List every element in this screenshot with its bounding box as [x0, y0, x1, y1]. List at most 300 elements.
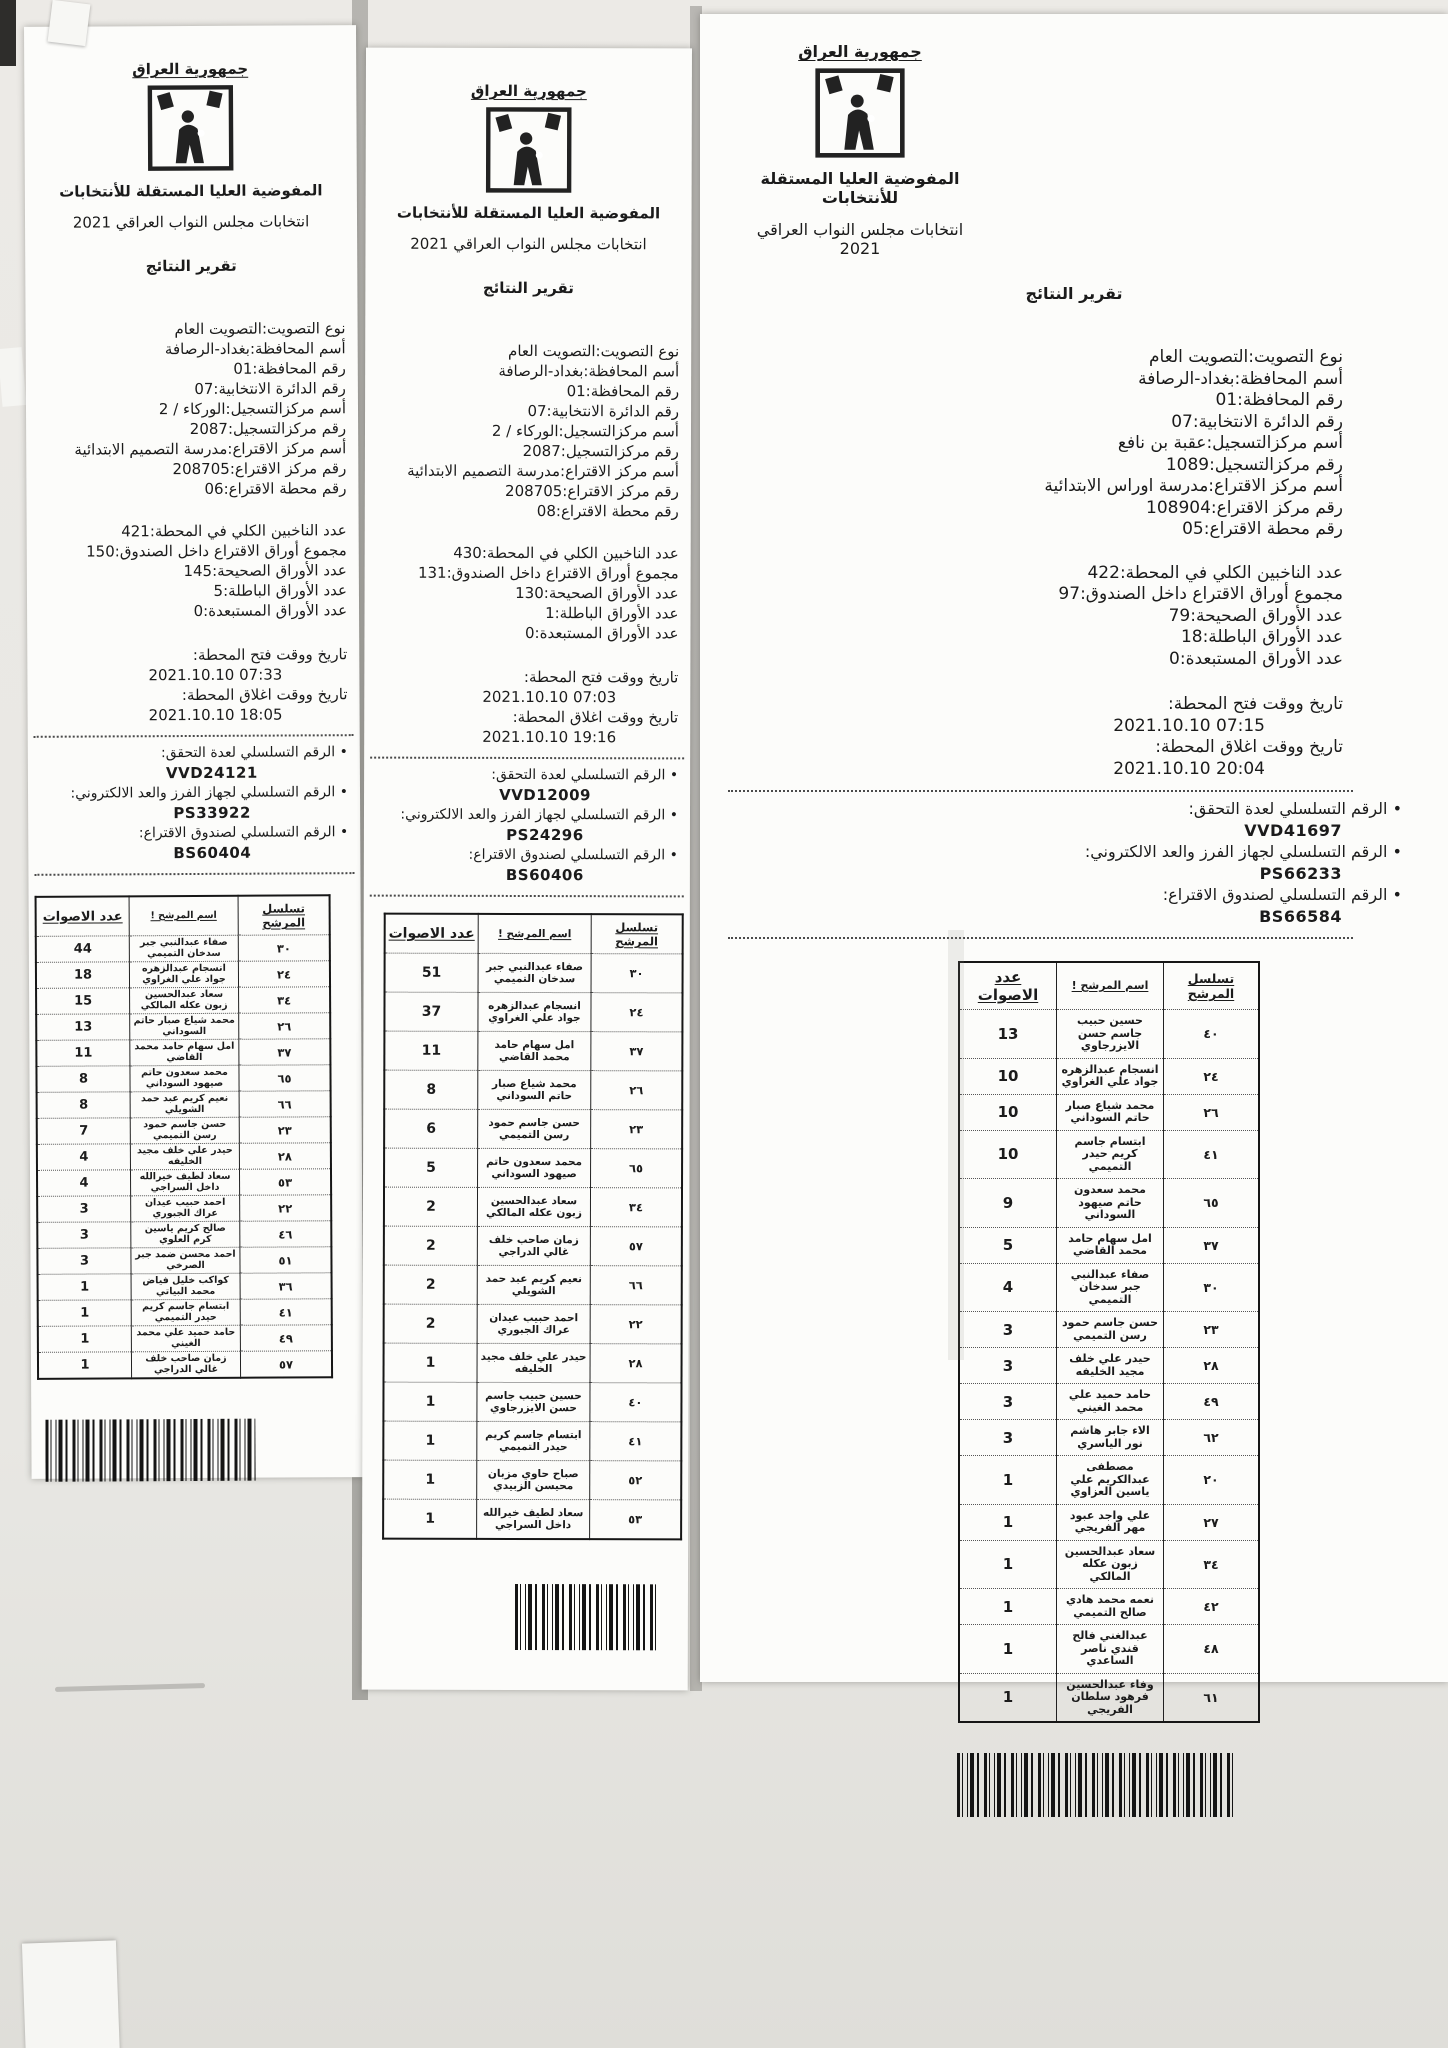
info-line: أسم مركزالتسجيل:عقبة بن نافع: [1117, 433, 1343, 453]
candidate-votes: 13: [959, 1010, 1057, 1059]
candidate-name: محمد سعدون حاتم صيهود السوداني: [478, 1148, 591, 1187]
candidate-name: محمد سعدون حاتم صيهود السوداني: [1057, 1179, 1164, 1228]
candidate-name: انسجام عبدالزهره جواد علي الغراوي: [478, 992, 591, 1031]
candidate-votes: 11: [384, 1031, 478, 1070]
time-label: تاريخ ووقت فتح المحطة:: [192, 645, 348, 664]
col-votes: عدد الاصوات: [36, 896, 130, 936]
candidate-serial: ٤١: [1164, 1130, 1260, 1179]
count-line: عدد الأوراق الباطلة:18: [1180, 627, 1343, 647]
candidate-votes: 2: [384, 1226, 478, 1265]
candidate-name: حيدر علي خلف مجيد الخليفه: [477, 1343, 590, 1382]
candidate-votes: 1: [383, 1421, 477, 1460]
table-row: [959, 1456, 1259, 1505]
dotted-separator: [728, 937, 1353, 939]
candidate-votes: 18: [36, 962, 130, 988]
candidate-serial: ٣٤: [239, 987, 331, 1013]
candidate-serial: ٢٣: [239, 1117, 331, 1143]
commission-title: المفوضية العليا المستقلة للأنتخابات: [396, 203, 661, 223]
serial-label: • الرقم التسلسلي لجهاز الفرز والعد الالكتروني:: [1084, 842, 1402, 861]
table-row: [38, 1325, 332, 1353]
station-info: [700, 347, 1448, 541]
candidate-name: صفاء عبدالنبي جبر سدخان التميمي: [129, 935, 238, 962]
time-value: 2021.10.10 19:16: [482, 727, 617, 747]
info-line: رقم الدائرة الانتخابية:07: [527, 401, 680, 421]
candidate-serial: ٢٧: [1164, 1504, 1260, 1540]
country-title: جمهورية العراق: [132, 59, 249, 79]
table-row: [384, 1031, 682, 1071]
candidate-votes: 1: [38, 1274, 132, 1300]
table-row: [959, 1420, 1259, 1456]
candidate-name: حامد حميد علي محمد الغيني: [131, 1325, 240, 1352]
table-row: [959, 1130, 1259, 1179]
candidate-name: الاء جابر هاشم نور الياسري: [1057, 1420, 1164, 1456]
table-row: [36, 961, 330, 989]
candidate-serial: ٤١: [240, 1299, 332, 1325]
time-label: تاريخ ووقت اغلاق المحطة:: [1155, 737, 1343, 757]
candidate-votes: 37: [384, 992, 478, 1031]
table-row: [384, 1187, 682, 1227]
candidate-serial: ٤٩: [240, 1325, 332, 1351]
candidate-votes: 10: [959, 1094, 1057, 1130]
candidate-name: سعاد عبدالحسين زبون عكله المالكي: [130, 987, 239, 1014]
table-row: [959, 1312, 1259, 1348]
serial-label: • الرقم التسلسلي لعدة التحقق:: [491, 766, 679, 784]
table-header-row: [36, 895, 330, 936]
candidate-serial: ٦٥: [1164, 1179, 1260, 1228]
candidate-name: امل سهام حامد محمد القاضي: [130, 1039, 239, 1066]
country-title: جمهورية العراق: [798, 42, 922, 61]
table-row: [384, 992, 682, 1032]
candidate-votes: 1: [383, 1382, 477, 1421]
candidate-serial: ٢٨: [590, 1344, 682, 1383]
candidate-serial: ٥٣: [590, 1500, 682, 1540]
candidate-votes: 1: [959, 1589, 1057, 1625]
candidate-serial: ٥٧: [590, 1227, 682, 1266]
candidate-name: امل سهام حامد محمد القاضي: [478, 1031, 591, 1070]
serial-label: • الرقم التسلسلي لصندوق الاقتراع:: [138, 824, 349, 842]
count-line: عدد الأوراق الباطلة:5: [213, 581, 348, 600]
info-line: أسم المحافظة:بغداد-الرصافة: [498, 361, 680, 381]
serial-numbers: [364, 765, 690, 886]
candidate-serial: ٢٤: [238, 961, 330, 987]
candidate-name: سعاد عبدالحسين زبون عكله المالكي: [477, 1187, 590, 1226]
candidate-votes: 7: [37, 1118, 131, 1144]
time-value: 2021.10.10 07:03: [482, 687, 617, 707]
scan-scrap-left: [0, 347, 26, 407]
ballot-counts: [27, 520, 360, 622]
candidate-serial: ٤٩: [1164, 1384, 1260, 1420]
serial-value: BS60406: [505, 865, 584, 885]
col-name: اسم المرشح !: [478, 914, 591, 954]
ihec-logo-icon: [485, 106, 573, 194]
table-row: [36, 935, 330, 963]
candidate-votes: 8: [384, 1070, 478, 1109]
candidate-name: سعاد لطيف خيرالله داخل السراجي: [130, 1169, 239, 1196]
info-line: أسم المحافظة:بغداد-الرصافة: [164, 339, 346, 359]
receipt-header: [735, 42, 985, 258]
candidate-serial: ٣٠: [591, 954, 683, 993]
ballot-counts: [700, 563, 1448, 671]
candidate-votes: 1: [38, 1300, 132, 1326]
candidate-name: سعاد لطيف خيرالله داخل السراجي: [477, 1499, 590, 1539]
info-line: نوع التصويت:التصويت العام: [1149, 347, 1343, 367]
serial-value: VVD24121: [165, 763, 258, 783]
col-votes: عدد الاصوات: [385, 914, 479, 954]
candidate-serial: ٦٥: [239, 1065, 331, 1091]
serial-label: • الرقم التسلسلي لعدة التحقق:: [160, 744, 348, 762]
candidate-serial: ٦٥: [591, 1149, 683, 1188]
candidate-serial: ٦٦: [239, 1091, 331, 1117]
serial-label: • الرقم التسلسلي لصندوق الاقتراع:: [468, 846, 678, 864]
ballot-counts: [364, 543, 690, 644]
candidate-votes: 2: [384, 1304, 478, 1343]
serial-value: VVD41697: [1244, 820, 1342, 840]
time-label: تاريخ ووقت اغلاق المحطة:: [512, 707, 679, 727]
count-line: عدد الأوراق الصحيحة:145: [183, 561, 347, 581]
candidate-votes: 5: [384, 1148, 478, 1187]
candidate-serial: ٢٠: [1164, 1456, 1260, 1505]
time-label: تاريخ ووقت فتح المحطة:: [1168, 694, 1343, 714]
candidate-serial: ٣٧: [239, 1039, 331, 1065]
candidate-votes: 9: [959, 1179, 1057, 1228]
info-line: رقم الدائرة الانتخابية:07: [194, 379, 346, 398]
table-row: [38, 1299, 332, 1327]
info-line: رقم مركزالتسجيل:2087: [522, 441, 679, 461]
table-row: [37, 1247, 331, 1275]
scan-scrap-top: [48, 0, 91, 46]
table-row: [36, 1039, 330, 1067]
table-row: [383, 1460, 681, 1500]
candidate-name: ابتسام جاسم كريم حيدر التميمي: [477, 1421, 590, 1460]
info-line: رقم مركز الاقتراع:208705: [505, 481, 679, 501]
col-name: اسم المرشح !: [1057, 962, 1164, 1010]
candidate-votes: 1: [38, 1352, 132, 1379]
candidate-name: نعمه محمد هادي صالح التميمي: [1057, 1589, 1164, 1625]
candidate-serial: ٢٦: [239, 1013, 331, 1039]
candidate-serial: ٥٢: [590, 1461, 682, 1500]
info-line: رقم الدائرة الانتخابية:07: [1171, 411, 1343, 432]
candidate-name: انسجام عبدالزهره جواد علي الغراوي: [129, 961, 238, 988]
report-title: تقرير النتائج: [482, 278, 574, 298]
table-row: [384, 1226, 682, 1266]
candidate-name: حسين حبيب جاسم حسن الايزرجاوي: [1057, 1010, 1164, 1059]
candidate-serial: ٥٣: [239, 1169, 331, 1195]
candidate-name: زمان صاحب خلف غالي الدراجي: [131, 1351, 240, 1378]
candidate-serial: ٥١: [240, 1247, 332, 1273]
table-row: [383, 1421, 681, 1461]
table-row: [959, 1625, 1259, 1674]
candidate-name: محمد شياع صبار حاتم السوداني: [478, 1070, 591, 1109]
table-row: [384, 1304, 682, 1344]
candidate-serial: ٢٤: [1164, 1058, 1260, 1094]
candidate-serial: ٤٨: [1164, 1625, 1260, 1674]
candidate-serial: ٣٧: [591, 1032, 683, 1071]
candidate-votes: 1: [959, 1673, 1057, 1722]
table-row: [959, 1227, 1259, 1263]
election-title: انتخابات مجلس النواب العراقي 2021: [756, 220, 964, 258]
count-line: عدد الناخبين الكلي في المحطة:421: [121, 521, 347, 541]
report-title: تقرير النتائج: [1025, 284, 1123, 303]
info-line: رقم محطة الاقتراع:05: [1182, 519, 1343, 539]
count-line: عدد الأوراق المستبعدة:0: [193, 601, 348, 620]
time-label: تاريخ ووقت اغلاق المحطة:: [181, 685, 348, 705]
table-row: [959, 1094, 1259, 1130]
candidate-name: احمد حبيب عيدان عراك الجبوري: [131, 1195, 240, 1222]
table-row: [959, 1010, 1259, 1059]
serial-value: VVD12009: [499, 785, 591, 805]
table-header-row: [959, 962, 1259, 1010]
candidate-votes: 8: [36, 1066, 130, 1092]
candidate-name: كواكب خليل فياض محمد البياتي: [131, 1273, 240, 1300]
candidate-name: صفاء عبدالنبي جبر سدخان التميمي: [478, 953, 591, 992]
info-line: أسم مركز الاقتراع:مدرسة التصميم الابتدائية: [74, 439, 347, 459]
candidate-name: نعيم كريم عبد حمد الشويلي: [130, 1091, 239, 1118]
table-row: [384, 1070, 682, 1110]
dotted-separator: [370, 895, 684, 898]
table-header-row: [385, 914, 683, 954]
candidate-serial: ٦٦: [590, 1266, 682, 1305]
candidate-votes: 1: [959, 1456, 1057, 1505]
candidate-name: علي واجد عبود مهر الفريجي: [1057, 1504, 1164, 1540]
candidate-votes: 3: [37, 1196, 131, 1222]
info-line: أسم مركزالتسجيل:الوركاء / 2: [158, 399, 347, 419]
count-line: عدد الناخبين الكلي في المحطة:422: [1087, 562, 1343, 583]
candidate-name: حسن جاسم حمود رسن التميمي: [478, 1109, 591, 1148]
info-line: رقم مركزالتسجيل:2087: [189, 419, 347, 439]
info-line: أسم مركز الاقتراع:مدرسة التصميم الابتدائية: [407, 461, 679, 481]
info-line: رقم مركزالتسجيل:1089: [1165, 454, 1343, 475]
candidate-serial: ٢٢: [590, 1305, 682, 1344]
candidate-votes: 3: [959, 1312, 1057, 1348]
table-row: [36, 987, 330, 1015]
table-row: [959, 1058, 1259, 1094]
scan-scrap-bottom: [22, 1940, 120, 2048]
table-row: [37, 1091, 331, 1119]
candidate-serial: ٢٨: [239, 1143, 331, 1169]
table-row: [959, 1504, 1259, 1540]
candidate-votes: 3: [37, 1248, 131, 1274]
scan-smudge: [948, 930, 964, 1360]
info-line: أسم مركزالتسجيل:الوركاء / 2: [491, 421, 680, 441]
candidate-serial: ٢٣: [591, 1110, 683, 1149]
table-row: [385, 953, 683, 993]
serial-label: • الرقم التسلسلي لعدة التحقق:: [1188, 799, 1402, 818]
station-info: [26, 318, 359, 500]
candidate-serial: ٢٦: [1164, 1094, 1260, 1130]
candidate-name: حسين حبيب جاسم حسن الايزرجاوي: [477, 1382, 590, 1421]
col-name: اسم المرشح !: [129, 896, 238, 936]
candidate-results-table: [382, 913, 684, 1541]
info-line: نوع التصويت:التصويت العام: [174, 319, 346, 339]
candidate-serial: ٢٢: [240, 1195, 332, 1221]
candidate-serial: ٦٢: [1164, 1420, 1260, 1456]
candidate-name: زمان صاحب خلف غالي الدراجي: [477, 1226, 590, 1265]
table-row: [959, 1673, 1259, 1722]
dotted-separator: [370, 757, 684, 760]
candidate-votes: 1: [959, 1625, 1057, 1674]
candidate-votes: 44: [36, 936, 130, 962]
candidate-serial: ٣٠: [238, 935, 330, 961]
candidate-name: وفاء عبدالحسين فرهود سلطان الفريجي: [1057, 1673, 1164, 1722]
info-line: رقم المحافظة:01: [1215, 390, 1343, 410]
candidate-serial: ٣٤: [1164, 1540, 1260, 1589]
info-line: رقم محطة الاقتراع:08: [536, 502, 679, 521]
time-label: تاريخ ووقت فتح المحطة:: [523, 667, 679, 687]
col-votes: عدد الاصوات: [959, 962, 1057, 1010]
table-row: [959, 1179, 1259, 1228]
count-line: مجموع أوراق الاقتراع داخل الصندوق:131: [417, 563, 679, 583]
table-row: [959, 1263, 1259, 1312]
info-line: رقم مركز الاقتراع:208705: [172, 459, 347, 479]
candidate-name: عبدالغني فالح قندي ناصر الساعدي: [1057, 1625, 1164, 1674]
table-row: [36, 1013, 330, 1041]
candidate-votes: 5: [959, 1227, 1057, 1263]
candidate-name: صباح حاوي مزبان محيسن الزبيدي: [477, 1460, 590, 1499]
table-row: [37, 1169, 331, 1197]
dotted-separator: [728, 790, 1353, 792]
count-line: مجموع أوراق الاقتراع داخل الصندوق:97: [1058, 584, 1343, 604]
candidate-name: حامد حميد علي محمد الغيني: [1057, 1384, 1164, 1420]
results-receipt-3: [700, 14, 1448, 1716]
candidate-votes: 15: [36, 988, 130, 1014]
candidate-votes: 1: [959, 1540, 1057, 1589]
count-line: عدد الأوراق المستبعدة:0: [524, 623, 679, 643]
candidate-serial: ٤٠: [590, 1383, 682, 1422]
candidate-votes: 1: [959, 1504, 1057, 1540]
count-line: عدد الأوراق الصحيحة:130: [515, 583, 679, 603]
open-close-times: [364, 667, 690, 748]
table-row: [38, 1351, 332, 1379]
table-row: [37, 1195, 331, 1223]
barcode: [957, 1753, 1235, 1817]
election-title: انتخابات مجلس النواب العراقي 2021: [72, 212, 310, 232]
count-line: عدد الأوراق الباطلة:1: [545, 604, 679, 623]
table-row: [384, 1265, 682, 1305]
candidate-serial: ٥٧: [240, 1351, 332, 1378]
candidate-serial: ٢٦: [591, 1071, 683, 1110]
time-value: 2021.10.10 18:05: [148, 705, 283, 725]
info-line: رقم محطة الاقتراع:06: [204, 479, 347, 498]
candidate-name: انسجام عبدالزهره جواد علي الغراوي: [1057, 1058, 1164, 1094]
candidate-votes: 4: [959, 1263, 1057, 1312]
candidate-serial: ٣٠: [1164, 1263, 1260, 1312]
candidate-votes: 1: [384, 1343, 478, 1382]
station-info: [365, 341, 691, 522]
dotted-separator: [34, 872, 354, 876]
time-value: 2021.10.10 07:33: [148, 665, 283, 685]
open-close-times: [700, 694, 1448, 780]
serial-value: PS66233: [1259, 863, 1342, 883]
info-line: رقم المحافظة:01: [566, 382, 680, 401]
table-row: [383, 1499, 681, 1539]
candidate-votes: 3: [959, 1384, 1057, 1420]
scan-corner-mark: [0, 0, 16, 66]
info-line: أسم المحافظة:بغداد-الرصافة: [1138, 368, 1343, 389]
serial-value: PS24296: [506, 825, 584, 845]
time-value: 2021.10.10 20:04: [1113, 758, 1265, 779]
info-line: أسم مركز الاقتراع:مدرسة اوراس الابتدائية: [1044, 476, 1343, 496]
ihec-logo-icon: [814, 67, 906, 159]
candidate-votes: 3: [959, 1348, 1057, 1384]
candidate-votes: 11: [36, 1040, 130, 1066]
candidate-serial: ٢٨: [1164, 1348, 1260, 1384]
scan-streak-1: [55, 1683, 205, 1692]
barcode: [45, 1419, 255, 1482]
candidate-votes: 10: [959, 1058, 1057, 1094]
serial-value: BS66584: [1259, 906, 1342, 926]
candidate-serial: ٣٤: [590, 1188, 682, 1227]
candidate-serial: ٣٦: [240, 1273, 332, 1299]
commission-title: المفوضية العليا المستقلة للأنتخابات: [59, 181, 323, 201]
candidate-name: ابتسام جاسم كريم حيدر التميمي: [131, 1299, 240, 1326]
col-serial: تسلسل المرشح: [238, 895, 330, 935]
serial-numbers: [700, 798, 1448, 927]
candidate-votes: 2: [384, 1265, 478, 1304]
candidate-name: حسن جاسم حمود رسن التميمي: [130, 1117, 239, 1144]
count-line: عدد الأوراق الصحيحة:79: [1168, 605, 1343, 626]
country-title: جمهورية العراق: [470, 81, 587, 101]
dotted-separator: [34, 734, 354, 738]
candidate-results-table: [958, 961, 1260, 1723]
count-line: عدد الأوراق المستبعدة:0: [1169, 648, 1343, 669]
candidate-votes: 10: [959, 1130, 1057, 1179]
candidate-serial: ٣٧: [1164, 1227, 1260, 1263]
candidate-votes: 1: [383, 1460, 477, 1499]
table-row: [959, 1348, 1259, 1384]
candidate-serial: ٦١: [1164, 1673, 1260, 1722]
candidate-votes: 6: [384, 1109, 478, 1148]
candidate-name: امل سهام حامد محمد القاضي: [1057, 1227, 1164, 1263]
candidate-votes: 4: [37, 1170, 131, 1196]
candidate-votes: 2: [384, 1187, 478, 1226]
candidate-serial: ٤٦: [240, 1221, 332, 1247]
info-line: رقم المحافظة:01: [233, 359, 346, 378]
candidate-votes: 3: [37, 1222, 131, 1248]
info-line: رقم مركز الاقتراع:108904: [1146, 497, 1343, 518]
candidate-name: صفاء عبدالنبي جبر سدخان التميمي: [1057, 1263, 1164, 1312]
table-row: [959, 1384, 1259, 1420]
candidate-serial: ٤١: [590, 1422, 682, 1461]
candidate-name: احمد محسن ضمد جبر الصرخي: [131, 1247, 240, 1274]
serial-value: BS60404: [173, 843, 252, 863]
table-row: [38, 1273, 332, 1301]
candidate-serial: ٤٠: [1164, 1010, 1260, 1059]
candidate-votes: 13: [36, 1014, 130, 1040]
count-line: مجموع أوراق الاقتراع داخل الصندوق:150: [86, 541, 347, 561]
candidate-votes: 1: [38, 1326, 132, 1352]
table-row: [959, 1540, 1259, 1589]
candidate-name: سعاد عبدالحسين زبون عكله المالكي: [1057, 1540, 1164, 1589]
candidate-votes: 8: [37, 1092, 131, 1118]
candidate-serial: ٤٢: [1164, 1589, 1260, 1625]
table-row: [37, 1143, 331, 1171]
col-serial: تسلسل المرشح: [1164, 962, 1260, 1010]
candidate-votes: 4: [37, 1144, 131, 1170]
table-row: [37, 1221, 331, 1249]
candidate-name: مصطفى عبدالكريم علي ياسين العزاوي: [1057, 1456, 1164, 1505]
serial-label: • الرقم التسلسلي لجهاز الفرز والعد الالكتروني:: [70, 784, 349, 802]
candidate-name: محمد شياع صبار حاتم السوداني: [130, 1013, 239, 1040]
candidate-name: احمد حبيب عيدان عراك الجبوري: [477, 1304, 590, 1343]
candidate-name: حسن جاسم حمود رسن التميمي: [1057, 1312, 1164, 1348]
candidate-results-table: [35, 894, 334, 1380]
table-row: [383, 1382, 681, 1422]
table-row: [384, 1343, 682, 1383]
table-row: [36, 1065, 330, 1093]
candidate-name: حيدر علي خلف مجيد الخليفه: [130, 1143, 239, 1170]
candidate-votes: 3: [959, 1420, 1057, 1456]
serial-label: • الرقم التسلسلي لصندوق الاقتراع:: [1162, 885, 1402, 904]
